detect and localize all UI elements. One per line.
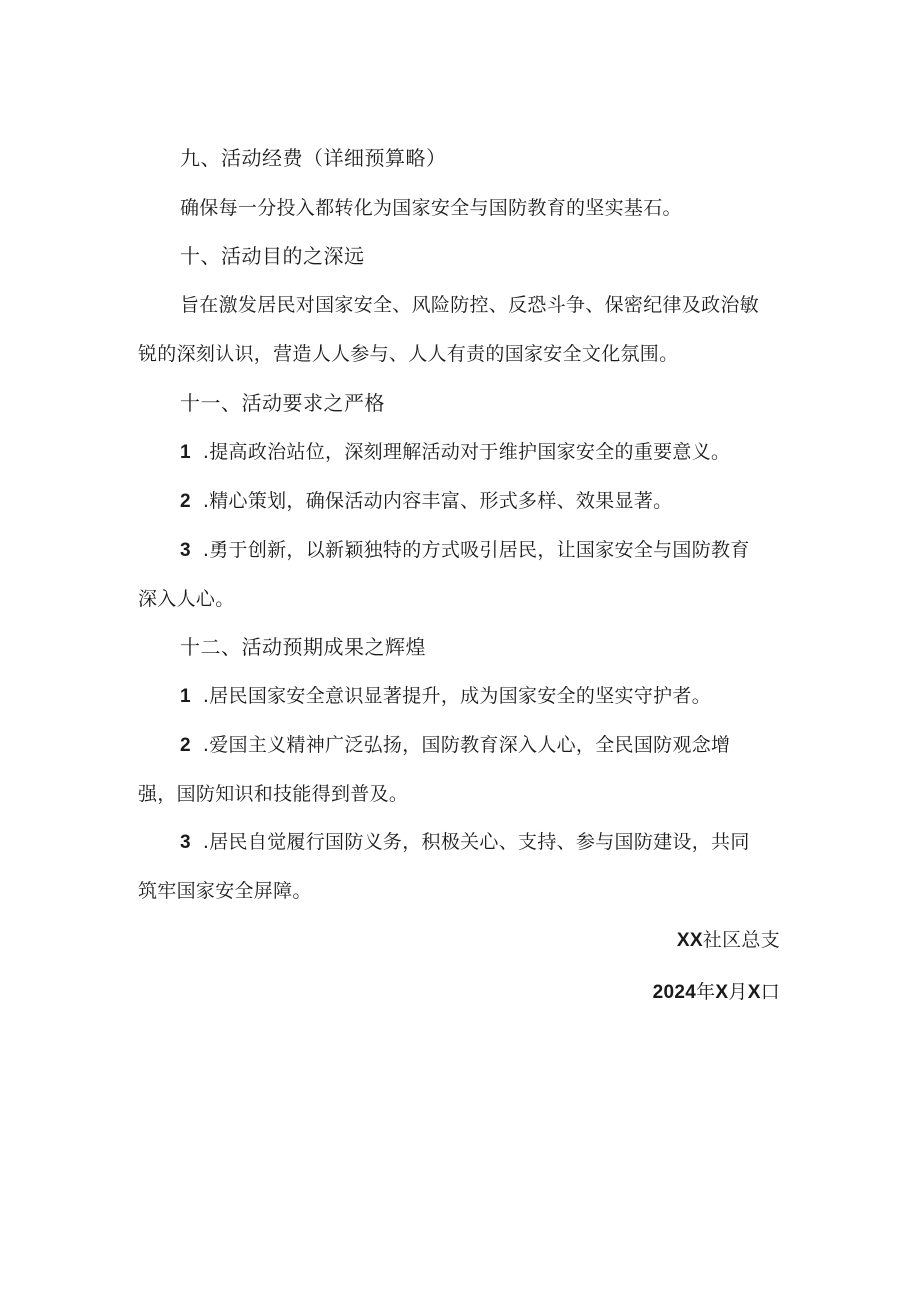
section-heading-11: 十一、活动要求之严格 xyxy=(180,391,385,415)
date-day: X xyxy=(747,982,761,1003)
list-item xyxy=(180,733,730,758)
list-number: 2 xyxy=(180,491,191,512)
list-text: .爱国主义精神广泛弘扬，国防教育深入人心，全民国防观念增 xyxy=(202,734,731,756)
list-item xyxy=(180,538,750,563)
paragraph-line: 锐的深刻认识，营造人人参与、人人有责的国家安全文化氛围。 xyxy=(138,343,679,365)
section-heading-12: 十二、活动预期成果之辉煌 xyxy=(180,635,426,659)
org-code: XX xyxy=(676,930,703,951)
list-number: 2 xyxy=(180,735,191,756)
section-heading-9: 九、活动经费（详细预算略） xyxy=(180,146,447,170)
date-year: 2024 xyxy=(652,982,697,1003)
date-month-suffix: 月 xyxy=(728,981,748,1003)
list-item xyxy=(180,684,711,709)
list-number: 3 xyxy=(180,832,191,853)
date-year-suffix: 年 xyxy=(696,981,716,1003)
list-number: 3 xyxy=(180,540,191,561)
signature-organization xyxy=(677,928,780,953)
list-text: .勇于创新，以新颖独特的方式吸引居民，让国家安全与国防教育 xyxy=(202,539,750,561)
list-text: .居民国家安全意识显著提升，成为国家安全的坚实守护者。 xyxy=(202,685,712,707)
list-number: 1 xyxy=(180,442,191,463)
section-heading-10: 十、活动目的之深远 xyxy=(180,244,365,268)
paragraph-line: 确保每一分投入都转化为国家安全与国防教育的坚实基石。 xyxy=(180,197,682,219)
list-text: .居民自觉履行国防义务，积极关心、支持、参与国防建设，共同 xyxy=(202,831,750,853)
paragraph-line: 旨在激发居民对国家安全、风险防控、反恐斗争、保密纪律及政治敏 xyxy=(180,294,760,316)
signature-date xyxy=(653,980,780,1005)
date-month: X xyxy=(715,982,729,1003)
list-text: .精心策划，确保活动内容丰富、形式多样、效果显著。 xyxy=(202,490,673,512)
list-item xyxy=(180,489,672,514)
org-name: 社区总支 xyxy=(702,929,780,951)
list-item xyxy=(180,440,730,465)
list-item-continuation: 强，国防知识和技能得到普及。 xyxy=(138,783,409,805)
list-item-continuation: 筑牢国家安全屏障。 xyxy=(138,880,312,902)
list-item-continuation: 深入人心。 xyxy=(138,588,235,610)
date-day-suffix: 口 xyxy=(760,981,780,1003)
list-text: .提高政治站位，深刻理解活动对于维护国家安全的重要意义。 xyxy=(202,441,731,463)
list-item xyxy=(180,830,750,855)
list-number: 1 xyxy=(180,686,191,707)
